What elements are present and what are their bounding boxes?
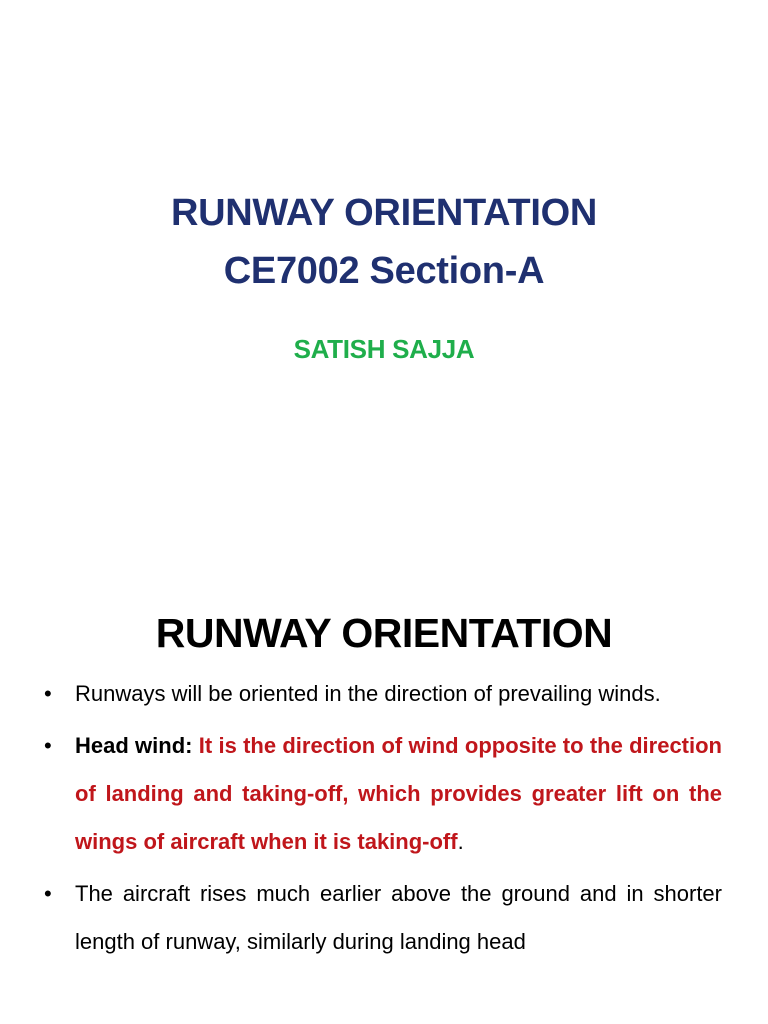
- author-name: SATISH SAJJA: [293, 334, 475, 364]
- bullet-item-head-wind: [44, 722, 722, 866]
- head-wind-term: Head wind:: [75, 733, 193, 758]
- head-wind-definition: It is the direction of wind opposite to the direction of landing and taking-off, which provides greater lift on the wings of aircraft when it is taking-off: [75, 733, 722, 854]
- definition-period: .: [457, 829, 464, 854]
- content-slide: [0, 576, 768, 1024]
- bullet-text: The aircraft rises much earlier above the ground and in shorter length of runway, similarly during landing head: [75, 881, 722, 954]
- slide-heading: RUNWAY ORIENTATION: [155, 610, 613, 656]
- bullet-item-prevailing-winds: [44, 670, 722, 718]
- slide-title-line-1: RUNWAY ORIENTATION: [171, 192, 597, 234]
- bullet-dot-icon: •: [44, 733, 52, 758]
- bullet-list: [44, 670, 722, 970]
- slide-title-line-2: CE7002 Section-A: [223, 250, 545, 292]
- bullet-dot-icon: •: [44, 681, 52, 706]
- bullet-text: Runways will be oriented in the direction of prevailing winds.: [75, 681, 661, 706]
- bullet-dot-icon: •: [44, 881, 52, 906]
- bullet-item-aircraft-rises: [44, 870, 722, 966]
